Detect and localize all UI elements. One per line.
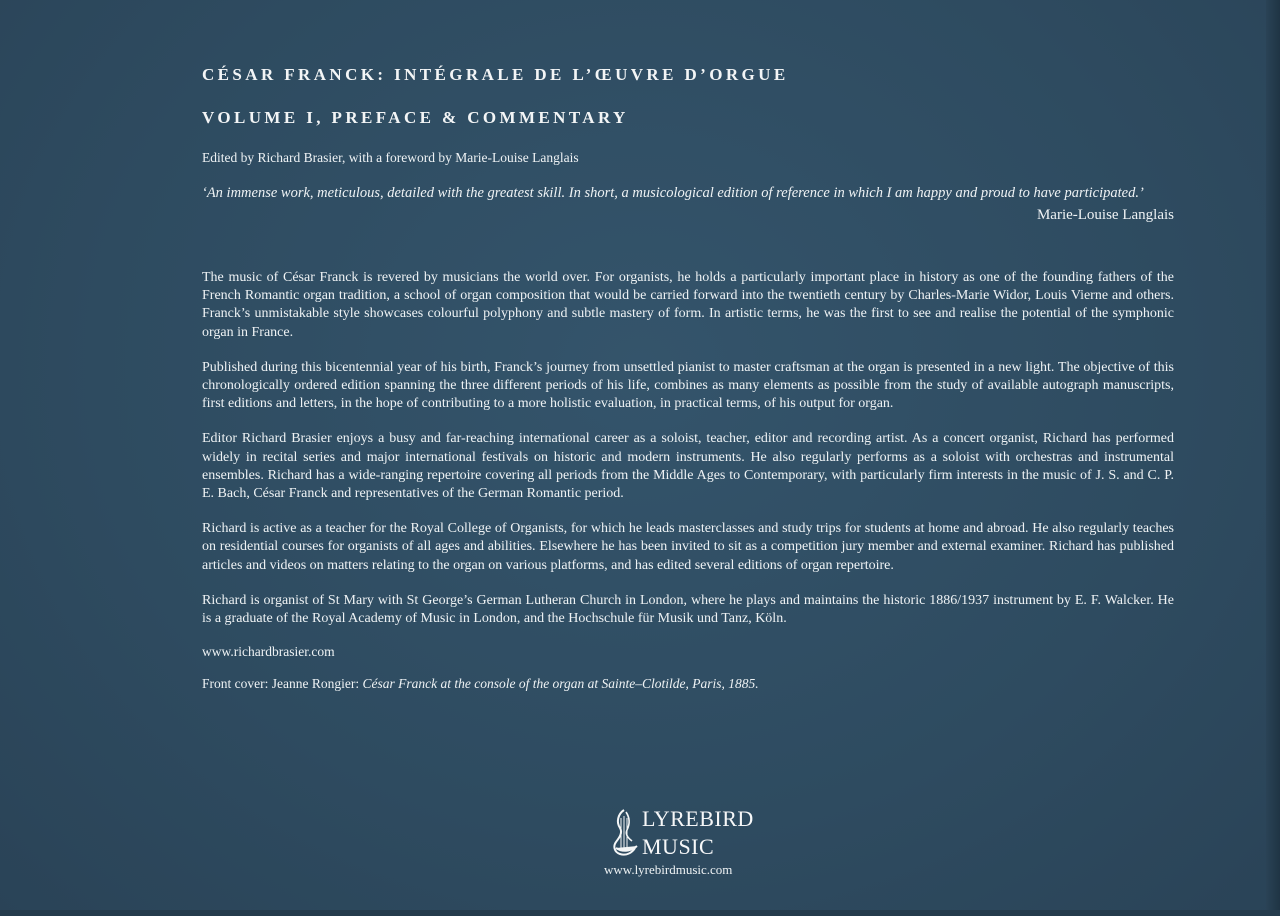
volume-description: PREFACE & COMMENTARY bbox=[323, 108, 629, 127]
endorsement-quote: ‘An immense work, meticulous, detailed with the greatest skill. In short, a musicological edition of reference in which I am happy and proud to have participated.’ bbox=[202, 185, 1144, 201]
publisher-logo bbox=[600, 804, 790, 882]
volume-label: VOLUME I, bbox=[202, 108, 324, 127]
book-title: CÉSAR FRANCK: INTÉGRALE DE L’ŒUVRE D’ORGUE bbox=[202, 65, 789, 84]
cover-text-block bbox=[202, 64, 1174, 693]
paragraph-edition: Published during this bicentennial year of his birth, Franck’s journey from unsettled pianist to master craftsman at the organ is presented in a new light. The objective of this chronologically ordered edition spanning the three different periods of his life, combines as many elements as possible from the study of available autograph manuscripts, first editions and letters, in the hope of contributing to a more holistic evaluation, in practical terms, of his output for organ. bbox=[202, 359, 1174, 412]
logo-text-lyrebird: LYREBIRD bbox=[642, 806, 754, 831]
front-cover-label: Front cover: Jeanne Rongier: bbox=[202, 676, 363, 692]
book-subtitle bbox=[202, 107, 1174, 129]
publisher-website[interactable]: www.lyrebirdmusic.com bbox=[604, 862, 733, 877]
paragraph-editor-bio: Editor Richard Brasier enjoys a busy and far-reaching international career as a soloist, teacher, editor and recording artist. As a concert organist, Richard has performed widely in recital series and major international festivals on historic and modern instruments. He also regularly performs as a soloist with orchestras and instrumental ensembles. Richard has a wide-ranging repertoire covering all periods from the Middle Ages to Contemporary, with particularly firm interests in the music of J. S. and C. P. E. Bach, César Franck and representatives of the German Romantic period. bbox=[202, 431, 1174, 502]
editor-credit: Edited by Richard Brasier, with a foreword by Marie-Louise Langlais bbox=[202, 150, 579, 165]
quote-author: Marie-Louise Langlais bbox=[1036, 207, 1174, 223]
logo-text-music: MUSIC bbox=[642, 834, 715, 859]
book-spine-edge bbox=[1266, 0, 1280, 916]
editor-website[interactable]: www.richardbrasier.com bbox=[202, 644, 335, 660]
book-bottom-edge bbox=[0, 910, 1280, 916]
lyre-icon bbox=[610, 808, 640, 858]
front-cover-caption: César Franck at the console of the organ at Sainte–Clotilde, Paris, 1885. bbox=[362, 676, 759, 692]
front-cover-credit bbox=[202, 675, 1174, 693]
paragraph-teaching: Richard is active as a teacher for the Royal College of Organists, for which he leads masterclasses and study trips for students at home and abroad. He also regularly teaches on residential courses for organists of all ages and abilities. Elsewhere he has been invited to sit as a competition jury member and external examiner. Richard has published articles and videos on matters relating to the organ on various platforms, and has edited several editions of organ repertoire. bbox=[202, 521, 1174, 573]
paragraph-franck-intro: The music of César Franck is revered by musicians the world over. For organists, he holds a particularly important place in history as one of the founding fathers of the French Romantic organ tradition, a school of organ composition that would be carried forward into the twentieth century by Charles-Marie Widor, Louis Vierne and others. Franck’s unmistakable style showcases colourful polyphony and subtle mastery of form. In artistic terms, he was the first to see and realise the potential of the symphonic organ in France. bbox=[202, 270, 1174, 340]
paragraph-organist: Richard is organist of St Mary with St George’s German Lutheran Church in London, where he plays and maintains the historic 1886/1937 instrument by E. F. Walcker. He is a graduate of the Royal Academy of Music in London, and the Hochschule für Musik und Tanz, Köln. bbox=[202, 592, 1174, 627]
